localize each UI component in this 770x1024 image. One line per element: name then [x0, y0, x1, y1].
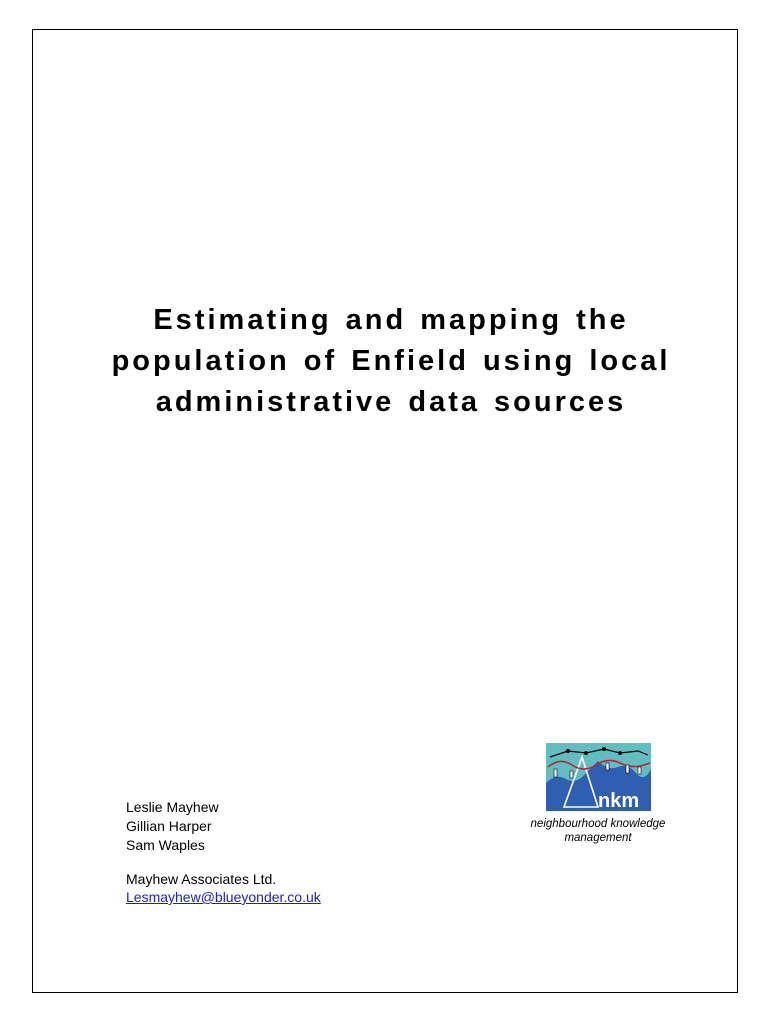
document-title: Estimating and mapping the population of Enfield using local administrative data sources [111, 304, 671, 418]
logo-caption [505, 817, 691, 845]
logo-text: nkm [598, 790, 640, 811]
author-list [126, 798, 219, 855]
email-link[interactable]: Lesmayhew@blueyonder.co.uk [126, 889, 321, 905]
author-name: Leslie Mayhew [126, 799, 219, 815]
author-name: Gillian Harper [126, 818, 212, 834]
organisation-name: Mayhew Associates Ltd. [126, 871, 277, 887]
logo-caption-line: neighbourhood knowledge [530, 818, 666, 830]
logo-caption-line: management [564, 832, 632, 844]
organisation-block [126, 870, 321, 906]
author-name: Sam Waples [126, 837, 205, 853]
nkm-logo [546, 743, 651, 811]
